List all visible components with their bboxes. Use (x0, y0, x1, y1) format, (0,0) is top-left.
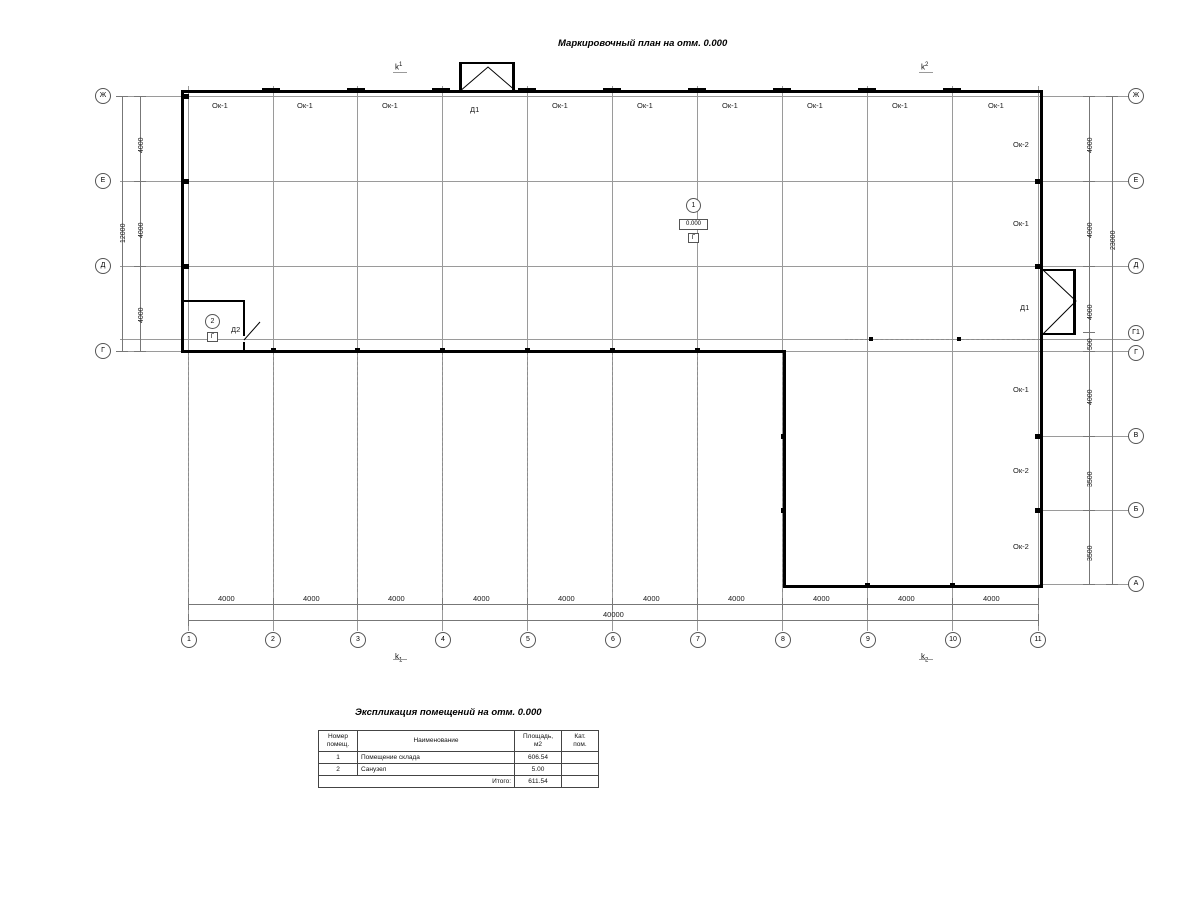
header-category-l2: пом. (573, 741, 587, 748)
cell-category (562, 752, 599, 764)
table-total-row (319, 776, 599, 788)
axis-bubble-left-d: Д (95, 258, 111, 274)
axis-bubble-left-g: Г (95, 343, 111, 359)
inner-grid-3 (357, 352, 358, 592)
window-tick (262, 88, 280, 91)
column-tick (184, 179, 189, 184)
dim-bottom-7: 4000 (728, 594, 745, 603)
section-mark-letter: k (395, 652, 399, 661)
window-label-top-1: Ок-1 (212, 101, 228, 110)
column-tick (950, 583, 955, 587)
window-label-top-4: Ок-1 (552, 101, 568, 110)
dim-tick (1038, 598, 1039, 610)
dim-tick (273, 598, 274, 610)
door-label-room2: Д2 (231, 325, 241, 334)
dim-bottom-4: 4000 (473, 594, 490, 603)
section-mark-bottom-right (921, 652, 928, 664)
dim-tick (1083, 436, 1095, 437)
section-mark-top-left (395, 62, 402, 72)
column-marker (869, 337, 873, 341)
window-tick (773, 88, 791, 91)
dim-tick (357, 598, 358, 610)
column-tick (525, 348, 530, 352)
cell-area: 606.54 (515, 752, 562, 764)
gridline-zh (120, 96, 1130, 97)
gridline-e (120, 181, 1130, 182)
dim-tick (134, 181, 146, 182)
window-tick (518, 88, 536, 91)
axis-bubble-right-b: Б (1128, 502, 1144, 518)
dim-bottom-2: 4000 (303, 594, 320, 603)
dim-tick (188, 598, 189, 610)
dim-tick (134, 96, 146, 97)
dim-chain-bottom-total (188, 620, 1038, 621)
table-row (319, 764, 599, 776)
room-tag-2: 2 (205, 314, 220, 329)
axis-bubble-bottom-5: 5 (520, 632, 536, 648)
column-tick (695, 348, 700, 352)
section-mark-index: 2 (925, 62, 929, 68)
window-tick (603, 88, 621, 91)
axis-bubble-bottom-8: 8 (775, 632, 791, 648)
table-row (319, 752, 599, 764)
cell-room-name: Санузел (358, 764, 515, 776)
dim-tick (612, 598, 613, 610)
column-tick (1035, 179, 1040, 184)
wall-left (181, 90, 184, 353)
section-mark-bottom-left (395, 652, 402, 664)
axis-bubble-right-v: В (1128, 428, 1144, 444)
section-mark-index: 1 (399, 657, 403, 664)
dim-tick (1083, 351, 1095, 352)
window-label-top-7: Ок-1 (807, 101, 823, 110)
header-area (515, 731, 562, 752)
axis-bubble-right-g1: Г1 (1128, 325, 1144, 341)
dim-left-2: 4000 (138, 222, 145, 238)
dim-tick (1083, 332, 1095, 333)
door-label-right: Д1 (1020, 303, 1030, 312)
section-mark-letter: k (921, 62, 925, 72)
dim-tick (697, 598, 698, 610)
dim-tick (134, 266, 146, 267)
section-mark-top-right (921, 62, 928, 72)
axis-bubble-bottom-4: 4 (435, 632, 451, 648)
dim-tick-total (1106, 96, 1118, 97)
dim-tick-total (1038, 614, 1039, 626)
cell-room-number: 2 (319, 764, 358, 776)
window-tick (688, 88, 706, 91)
door-top-swing-icon (458, 62, 518, 96)
window-tick (347, 88, 365, 91)
dim-bottom-total: 40000 (603, 610, 624, 619)
door-room2-swing-icon (240, 300, 262, 342)
total-label: Итого: (319, 776, 515, 788)
axis-bubble-left-e: Е (95, 173, 111, 189)
cell-area: 5.00 (515, 764, 562, 776)
window-tick (943, 88, 961, 91)
dim-right-7: 3500 (1087, 545, 1094, 561)
dim-tick-total (188, 614, 189, 626)
wall-bottom-a (783, 585, 1043, 588)
dim-tick (1083, 266, 1095, 267)
section-mark-index: 1 (399, 62, 403, 68)
dim-chain-right-total (1112, 96, 1113, 584)
window-tick (432, 88, 450, 91)
axis-bubble-bottom-9: 9 (860, 632, 876, 648)
axis-bubble-bottom-6: 6 (605, 632, 621, 648)
door-label-top: Д1 (470, 105, 480, 114)
explication-title: Экспликация помещений на отм. 0.000 (355, 707, 542, 718)
door-right-swing-icon (1040, 268, 1078, 338)
axis-bubble-bottom-3: 3 (350, 632, 366, 648)
dim-tick (134, 351, 146, 352)
column-tick (781, 508, 786, 513)
inner-grid-g1 (845, 339, 1040, 340)
axis-bubble-right-zh: Ж (1128, 88, 1144, 104)
cell-room-number: 1 (319, 752, 358, 764)
axis-bubble-bottom-1: 1 (181, 632, 197, 648)
section-mark-index: 2 (925, 657, 929, 664)
total-category-empty (562, 776, 599, 788)
header-category (562, 731, 599, 752)
section-mark-line (393, 72, 407, 73)
window-label-right-5: Ок-2 (1013, 542, 1029, 551)
axis-bubble-right-d: Д (1128, 258, 1144, 274)
dim-tick (1083, 96, 1095, 97)
dim-tick (867, 598, 868, 610)
axis-bubble-bottom-10: 10 (945, 632, 961, 648)
room-tag-1: 1 (686, 198, 701, 213)
column-tick (610, 348, 615, 352)
section-mark-letter: k (921, 652, 925, 661)
window-label-top-5: Ок-1 (637, 101, 653, 110)
cell-category (562, 764, 599, 776)
header-area-l2: м2 (533, 741, 543, 748)
window-tick (858, 88, 876, 91)
window-label-top-8: Ок-1 (892, 101, 908, 110)
explication-body (319, 752, 599, 788)
section-mark-line (393, 659, 407, 660)
column-tick (440, 348, 445, 352)
wall-room2-right-lower (243, 342, 245, 352)
column-tick (1035, 434, 1040, 439)
room-1-level: 0.000 (679, 219, 708, 230)
inner-grid-6 (612, 352, 613, 592)
inner-grid-1 (188, 352, 189, 592)
header-category-l1: Кат. (574, 733, 586, 740)
dim-tick (782, 598, 783, 610)
window-label-right-3: Ок-1 (1013, 385, 1029, 394)
dim-right-2: 4000 (1087, 222, 1094, 238)
dim-tick (1083, 181, 1095, 182)
axis-bubble-bottom-11: 11 (1030, 632, 1046, 648)
dim-tick (1083, 510, 1095, 511)
axis-bubble-right-e: Е (1128, 173, 1144, 189)
column-tick (355, 348, 360, 352)
header-room-number-l2: помещ. (326, 741, 350, 748)
column-tick (184, 264, 189, 269)
dim-right-4: 500 (1087, 338, 1094, 350)
column-tick (184, 94, 189, 99)
total-area: 611.54 (515, 776, 562, 788)
column-tick (271, 348, 276, 352)
explication-head (319, 731, 599, 752)
dim-tick-total (116, 96, 128, 97)
section-mark-letter: k (395, 62, 399, 72)
dim-right-1: 4000 (1087, 137, 1094, 153)
window-label-right-2: Ок-1 (1013, 219, 1029, 228)
section-mark-line (919, 659, 933, 660)
dim-bottom-1: 4000 (218, 594, 235, 603)
axis-bubble-right-a: А (1128, 576, 1144, 592)
inner-grid-4 (442, 352, 443, 592)
column-marker (957, 337, 961, 341)
dim-chain-bottom (188, 604, 1038, 605)
dim-right-3: 4000 (1087, 304, 1094, 320)
dim-bottom-10: 4000 (983, 594, 1000, 603)
room-2-category: Г (207, 332, 218, 342)
dim-left-1: 4000 (138, 137, 145, 153)
dim-bottom-5: 4000 (558, 594, 575, 603)
dim-right-total: 23000 (1110, 230, 1117, 250)
window-label-top-6: Ок-1 (722, 101, 738, 110)
dim-bottom-8: 4000 (813, 594, 830, 603)
dim-bottom-3: 4000 (388, 594, 405, 603)
dim-left-total: 12000 (120, 223, 127, 243)
column-tick (865, 583, 870, 587)
header-room-number-l1: Номер (327, 733, 348, 740)
axis-bubble-bottom-7: 7 (690, 632, 706, 648)
dim-tick (952, 598, 953, 610)
wall-right (1040, 90, 1043, 588)
window-label-right-4: Ок-2 (1013, 466, 1029, 475)
dim-tick (527, 598, 528, 610)
section-mark-line (919, 72, 933, 73)
axis-bubble-bottom-2: 2 (265, 632, 281, 648)
window-label-top-9: Ок-1 (988, 101, 1004, 110)
column-tick (1035, 264, 1040, 269)
explication-table (318, 730, 599, 788)
cell-room-name: Помещение склада (358, 752, 515, 764)
gridline-d (120, 266, 1130, 267)
wall-axis8 (783, 350, 786, 588)
gridline-10 (952, 86, 953, 631)
inner-grid-2 (273, 352, 274, 592)
dim-left-3: 4000 (138, 307, 145, 323)
dim-tick (1083, 584, 1095, 585)
dim-bottom-6: 4000 (643, 594, 660, 603)
dim-tick (442, 598, 443, 610)
dim-right-6: 3500 (1087, 471, 1094, 487)
plan-title: Маркировочный план на отм. 0.000 (558, 38, 728, 49)
window-label-right-1: Ок-2 (1013, 140, 1029, 149)
header-room-name: Наименование (358, 731, 515, 752)
header-room-number (319, 731, 358, 752)
axis-bubble-right-g: Г (1128, 345, 1144, 361)
dim-right-5: 4000 (1087, 389, 1094, 405)
dim-bottom-9: 4000 (898, 594, 915, 603)
table-header-row (319, 731, 599, 752)
inner-grid-5 (527, 352, 528, 592)
window-label-top-2: Ок-1 (297, 101, 313, 110)
axis-bubble-left-zh: Ж (95, 88, 111, 104)
dim-tick-total (1106, 584, 1118, 585)
window-label-top-3: Ок-1 (382, 101, 398, 110)
gridline-11 (1038, 86, 1039, 631)
wall-room2-top (181, 300, 245, 302)
room-1-category: Г (688, 233, 699, 243)
column-tick (781, 434, 786, 439)
header-area-l1: Площадь, (522, 733, 554, 740)
column-tick (1035, 508, 1040, 513)
gridline-9 (867, 86, 868, 631)
dim-tick-total (116, 351, 128, 352)
inner-grid-7 (697, 352, 698, 592)
